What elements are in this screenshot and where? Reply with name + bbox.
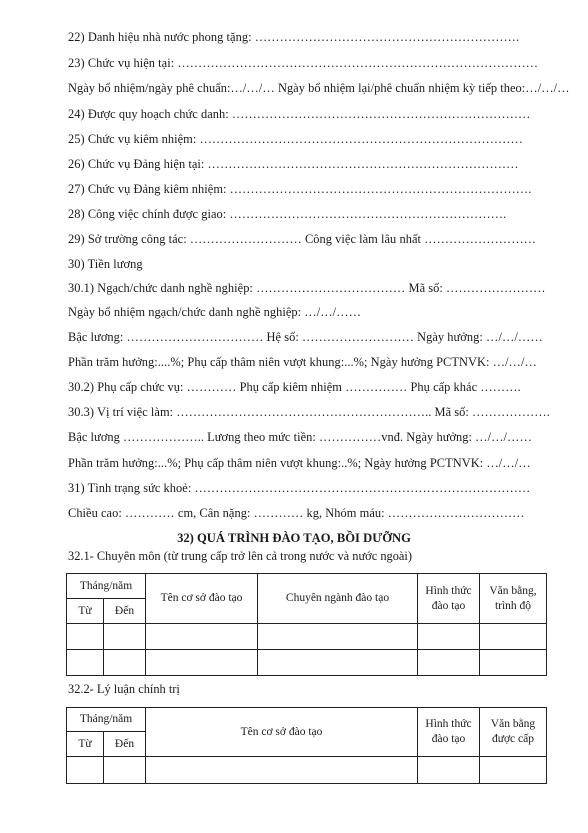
field-line: Bậc lương ……………….. Lương theo mức tiền: ……………vnđ. Ngày hưởng: …/…/…… [68, 430, 532, 444]
field-line: 30.1) Ngạch/chức danh nghề nghiệp: ……………………………… Mã số: …………………… [68, 281, 546, 295]
field-line: 29) Sở trường công tác: ……………………… Công việc làm lâu nhất ……………………… [68, 232, 537, 246]
degree-header: Văn bằng, trình độ [480, 574, 547, 624]
table-cell[interactable] [418, 757, 480, 784]
table-cell[interactable] [146, 757, 418, 784]
table-cell[interactable] [67, 650, 104, 676]
table-cell[interactable] [146, 624, 258, 650]
table-cell[interactable] [418, 624, 480, 650]
table-cell[interactable] [67, 624, 104, 650]
institution-header: Tên cơ sở đào tạo [146, 574, 258, 624]
field-line: 28) Công việc chính được giao: …………………………………………………………. [68, 207, 507, 221]
table-cell[interactable] [104, 650, 146, 676]
section-title: 32) QUÁ TRÌNH ĐÀO TẠO, BỒI DƯỠNG [177, 531, 411, 545]
field-line: Ngày bổ nhiệm ngạch/chức danh nghề nghiệp: …/…/…… [68, 305, 362, 319]
major-header: Chuyên ngành đào tạo [258, 574, 418, 624]
month-year-header: Tháng/năm [67, 574, 146, 599]
field-line: 26) Chức vụ Đảng hiện tại: ………………………………………………………………… [68, 157, 519, 171]
training-table-professional [66, 573, 547, 676]
field-line: 23) Chức vụ hiện tại: …………………………………………………………………………… [68, 56, 539, 70]
table-cell[interactable] [418, 650, 480, 676]
field-line: Phần trăm hưởng:....%; Phụ cấp thâm niên vượt khung:...%; Ngày hưởng PCTNVK: …/…/… [68, 355, 537, 369]
table-cell[interactable] [480, 650, 547, 676]
to-header: Đến [104, 732, 146, 757]
month-year-header: Tháng/năm [67, 708, 146, 732]
table-cell[interactable] [67, 757, 104, 784]
field-line: 31) Tình trạng sức khoẻ: ……………………………………………………………………… [68, 481, 531, 495]
field-line: Chiều cao: ………… cm, Cân nặng: ………… kg, Nhóm máu: …………………………… [68, 506, 525, 520]
to-header: Đến [104, 599, 146, 624]
table-row [67, 757, 547, 784]
institution-header: Tên cơ sở đào tạo [146, 708, 418, 757]
from-header: Từ [67, 732, 104, 757]
degree-header: Văn bằng được cấp [480, 708, 547, 757]
table-row [67, 624, 547, 650]
field-line: Bậc lương: …………………………… Hệ số: ……………………… Ngày hưởng: …/…/…… [68, 330, 543, 344]
field-line: 25) Chức vụ kiêm nhiệm: …………………………………………………………………… [68, 132, 523, 146]
subsection-title: 32.2- Lý luận chính trị [68, 682, 180, 696]
table-cell[interactable] [258, 624, 418, 650]
field-line: Ngày bổ nhiệm/ngày phê chuẩn:…/…/… Ngày bổ nhiệm lại/phê chuẩn nhiệm kỳ tiếp theo:…/…/… [68, 81, 570, 95]
table-cell[interactable] [146, 650, 258, 676]
field-line: 30.2) Phụ cấp chức vụ: ………… Phụ cấp kiêm nhiệm …………… Phụ cấp khác ………. [68, 380, 521, 394]
form-header: Hình thức đào tạo [418, 708, 480, 757]
field-line: 30) Tiền lương [68, 257, 143, 271]
table-cell[interactable] [104, 757, 146, 784]
table-cell[interactable] [104, 624, 146, 650]
table-row [67, 650, 547, 676]
subsection-title: 32.1- Chuyên môn (từ trung cấp trở lên cả trong nước và nước ngoài) [68, 549, 412, 563]
table-cell[interactable] [480, 757, 547, 784]
training-table-political [66, 707, 547, 784]
form-header: Hình thức đào tạo [418, 574, 480, 624]
field-line: 22) Danh hiệu nhà nước phong tặng: ………………………………………………………. [68, 30, 520, 44]
field-line: 24) Được quy hoạch chức danh: ……………………………………………………………… [68, 107, 531, 121]
table-cell[interactable] [480, 624, 547, 650]
field-line: Phần trăm hưởng:...%; Phụ cấp thâm niên vượt khung:..%; Ngày hưởng PCTNVK: …/…/… [68, 456, 531, 470]
field-line: 30.3) Vị trí việc làm: …………………………………………………….. Mã số: ………………. [68, 405, 550, 419]
table-cell[interactable] [258, 650, 418, 676]
from-header: Từ [67, 599, 104, 624]
field-line: 27) Chức vụ Đảng kiêm nhiệm: ………………………………………………………………. [68, 182, 532, 196]
